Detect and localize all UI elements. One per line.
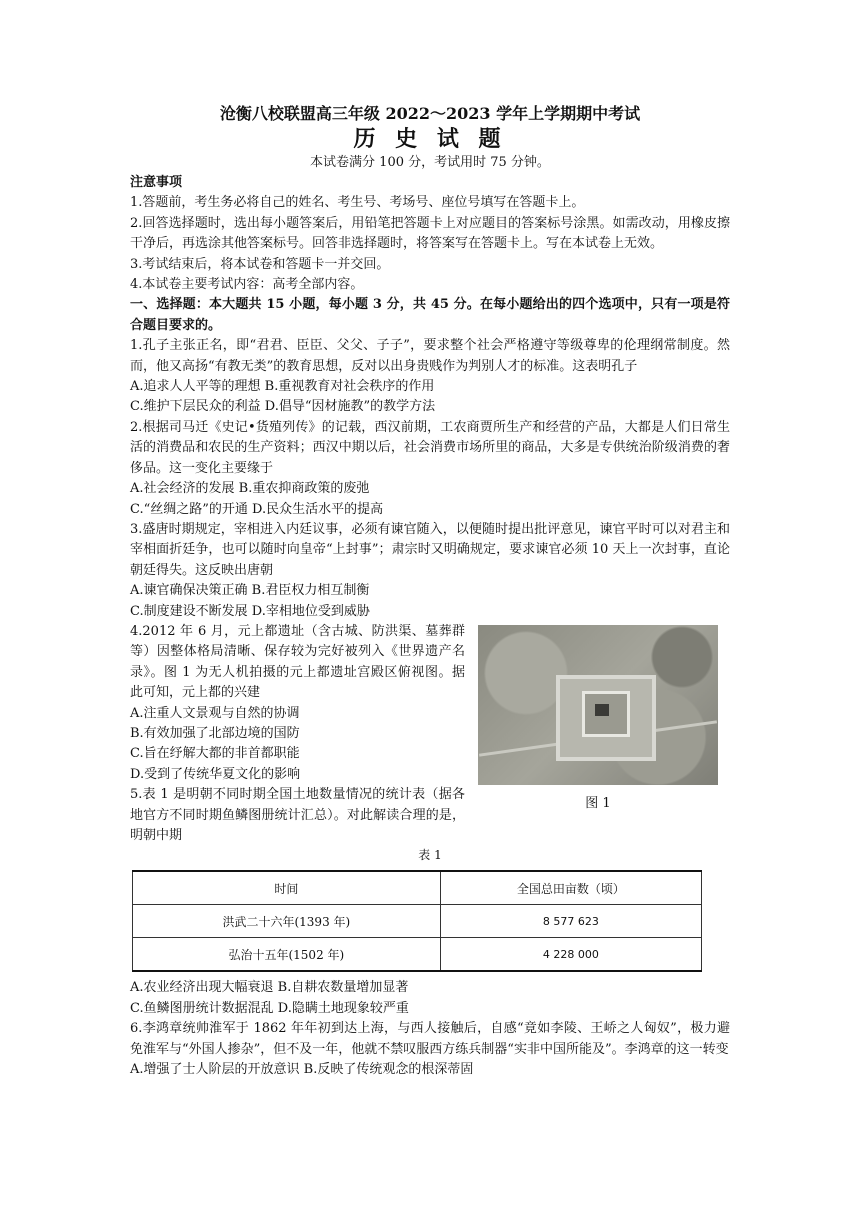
- q2-options-ab: A.社会经济的发展 B.重农抑商政策的废弛: [130, 481, 370, 497]
- section-heading: 一、选择题：本大题共 15 小题，每小题 3 分，共 45 分。在每小题给出的四个选项中，只有一项是符合题目要求的。: [130, 297, 730, 333]
- table-header-area: 全国总田亩数（顷）: [440, 871, 701, 905]
- q4-option-a: A.注重人文景观与自然的协调: [130, 705, 300, 721]
- q3-stem: 3.盛唐时期规定，宰相进入内廷议事，必须有谏官随入，以便随时提出批评意见，谏官平时可以对君主和宰相面折廷争，也可以随时向皇帝“上封事”；肃宗时又明确规定，要求谏官必须 10 天上一次封事，直论朝廷得失。这反映出唐朝: [130, 521, 730, 578]
- q5-options-cd: C.鱼鳞图册统计数据混乱 D.隐瞒土地现象较严重: [130, 1000, 409, 1016]
- table-row: [133, 938, 702, 972]
- q4-option-c: C.旨在纾解大都的非首都职能: [130, 746, 300, 762]
- q3-options-ab: A.谏官确保决策正确 B.君臣权力相互制衡: [130, 583, 370, 599]
- exam-title: 沧衡八校联盟高三年级 2022～2023 学年上学期期中考试: [219, 104, 641, 123]
- exam-note: 本试卷满分 100 分，考试用时 75 分钟。: [310, 155, 550, 170]
- figure-1: [478, 625, 718, 815]
- land-table: [132, 870, 702, 972]
- q4-option-d: D.受到了传统华夏文化的影响: [130, 766, 301, 782]
- q1-options-cd: C.维护下层民众的利益 D.倡导“因材施教”的教学方法: [130, 399, 436, 415]
- subject-title: 历 史 试 题: [353, 126, 507, 152]
- table-row: [133, 905, 702, 938]
- table-header-time: 时间: [133, 871, 441, 905]
- exam-page: [130, 103, 730, 1080]
- q2-stem: 2.根据司马迁《史记•货殖列传》的记载，西汉前期，工农商贾所生产和经营的产品，大都是人们日常生活的消费品和农民的生产资料；西汉中期以后，社会消费市场所里的商品，大多是专供统治阶级消费的奢侈品。这一变化主要缘于: [130, 419, 730, 476]
- table-cell-area: 4 228 000: [440, 938, 701, 972]
- notice-item-2: 2.回答选择题时，选出每小题答案后，用铅笔把答题卡上对应题目的答案标号涂黑。如需改动，用橡皮擦干净后，再选涂其他答案标号。回答非选择题时，将答案写在答题卡上。写在本试卷上无效。: [130, 215, 730, 252]
- table-cell-time: 洪武二十六年(1393 年): [133, 905, 441, 938]
- notice-heading: 注意事项: [130, 175, 183, 190]
- aerial-photo-image: [478, 625, 718, 785]
- table-cell-time: 弘治十五年(1502 年): [133, 938, 441, 972]
- q4-option-b: B.有效加强了北部边境的国防: [130, 725, 300, 741]
- q5-options-ab: A.农业经济出现大幅衰退 B.自耕农数量增加显著: [130, 980, 409, 996]
- q4-block: [130, 622, 730, 846]
- q4-stem: 4.2012 年 6 月，元上都遗址（含古城、防洪渠、墓葬群等）因整体格局清晰、保存较为完好被列入《世界遗产名录》。图 1 为无人机拍摄的元上都遗址宫殿区俯视图。据此可知，元上都的兴建: [130, 623, 465, 701]
- table-caption: 表 1: [418, 848, 442, 863]
- q6-stem: 6.李鸿章统帅淮军于 1862 年年初到达上海，与西人接触后，自感“竟如李陵、王峤之人匈奴”，极力避免淮军与“外国人掺杂”，但不及一年，他就不禁叹服西方练兵制器“实非中国所能及”。李鸿章的这一转变: [130, 1021, 730, 1057]
- q3-options-cd: C.制度建设不断发展 D.宰相地位受到威胁: [130, 603, 370, 619]
- table-header-row: [133, 871, 702, 905]
- notice-item-1: 1.答题前，考生务必将自己的姓名、考生号、考场号、座位号填写在答题卡上。: [130, 195, 585, 211]
- q6-options-ab: A.增强了士人阶层的开放意识 B.反映了传统观念的根深蒂固: [130, 1062, 474, 1078]
- notice-item-4: 4.本试卷主要考试内容：高考全部内容。: [130, 277, 364, 293]
- notice-item-3: 3.考试结束后，将本试卷和答题卡一并交回。: [130, 256, 390, 272]
- figure-caption: 图 1: [585, 795, 611, 811]
- q5-stem: 5.表 1 是明朝不同时期全国土地数量情况的统计表（据各地官方不同时期鱼鳞图册统计汇总）。对此解读合理的是，明朝中期: [130, 787, 465, 843]
- q1-stem: 1.孔子主张正名，即“君君、臣臣、父父、子子”，要求整个社会严格遵守等级尊卑的伦理纲常制度。然而，他又高扬“有教无类”的教育思想，反对以出身贵贱作为判别人才的标准。这表明孔子: [130, 338, 730, 374]
- q2-options-cd: C.“丝绸之路”的开通 D.民众生活水平的提高: [130, 501, 384, 517]
- q4-text-column: [130, 622, 465, 846]
- q1-options-ab: A.追求人人平等的理想 B.重视教育对社会秩序的作用: [130, 379, 435, 395]
- table-cell-area: 8 577 623: [440, 905, 701, 938]
